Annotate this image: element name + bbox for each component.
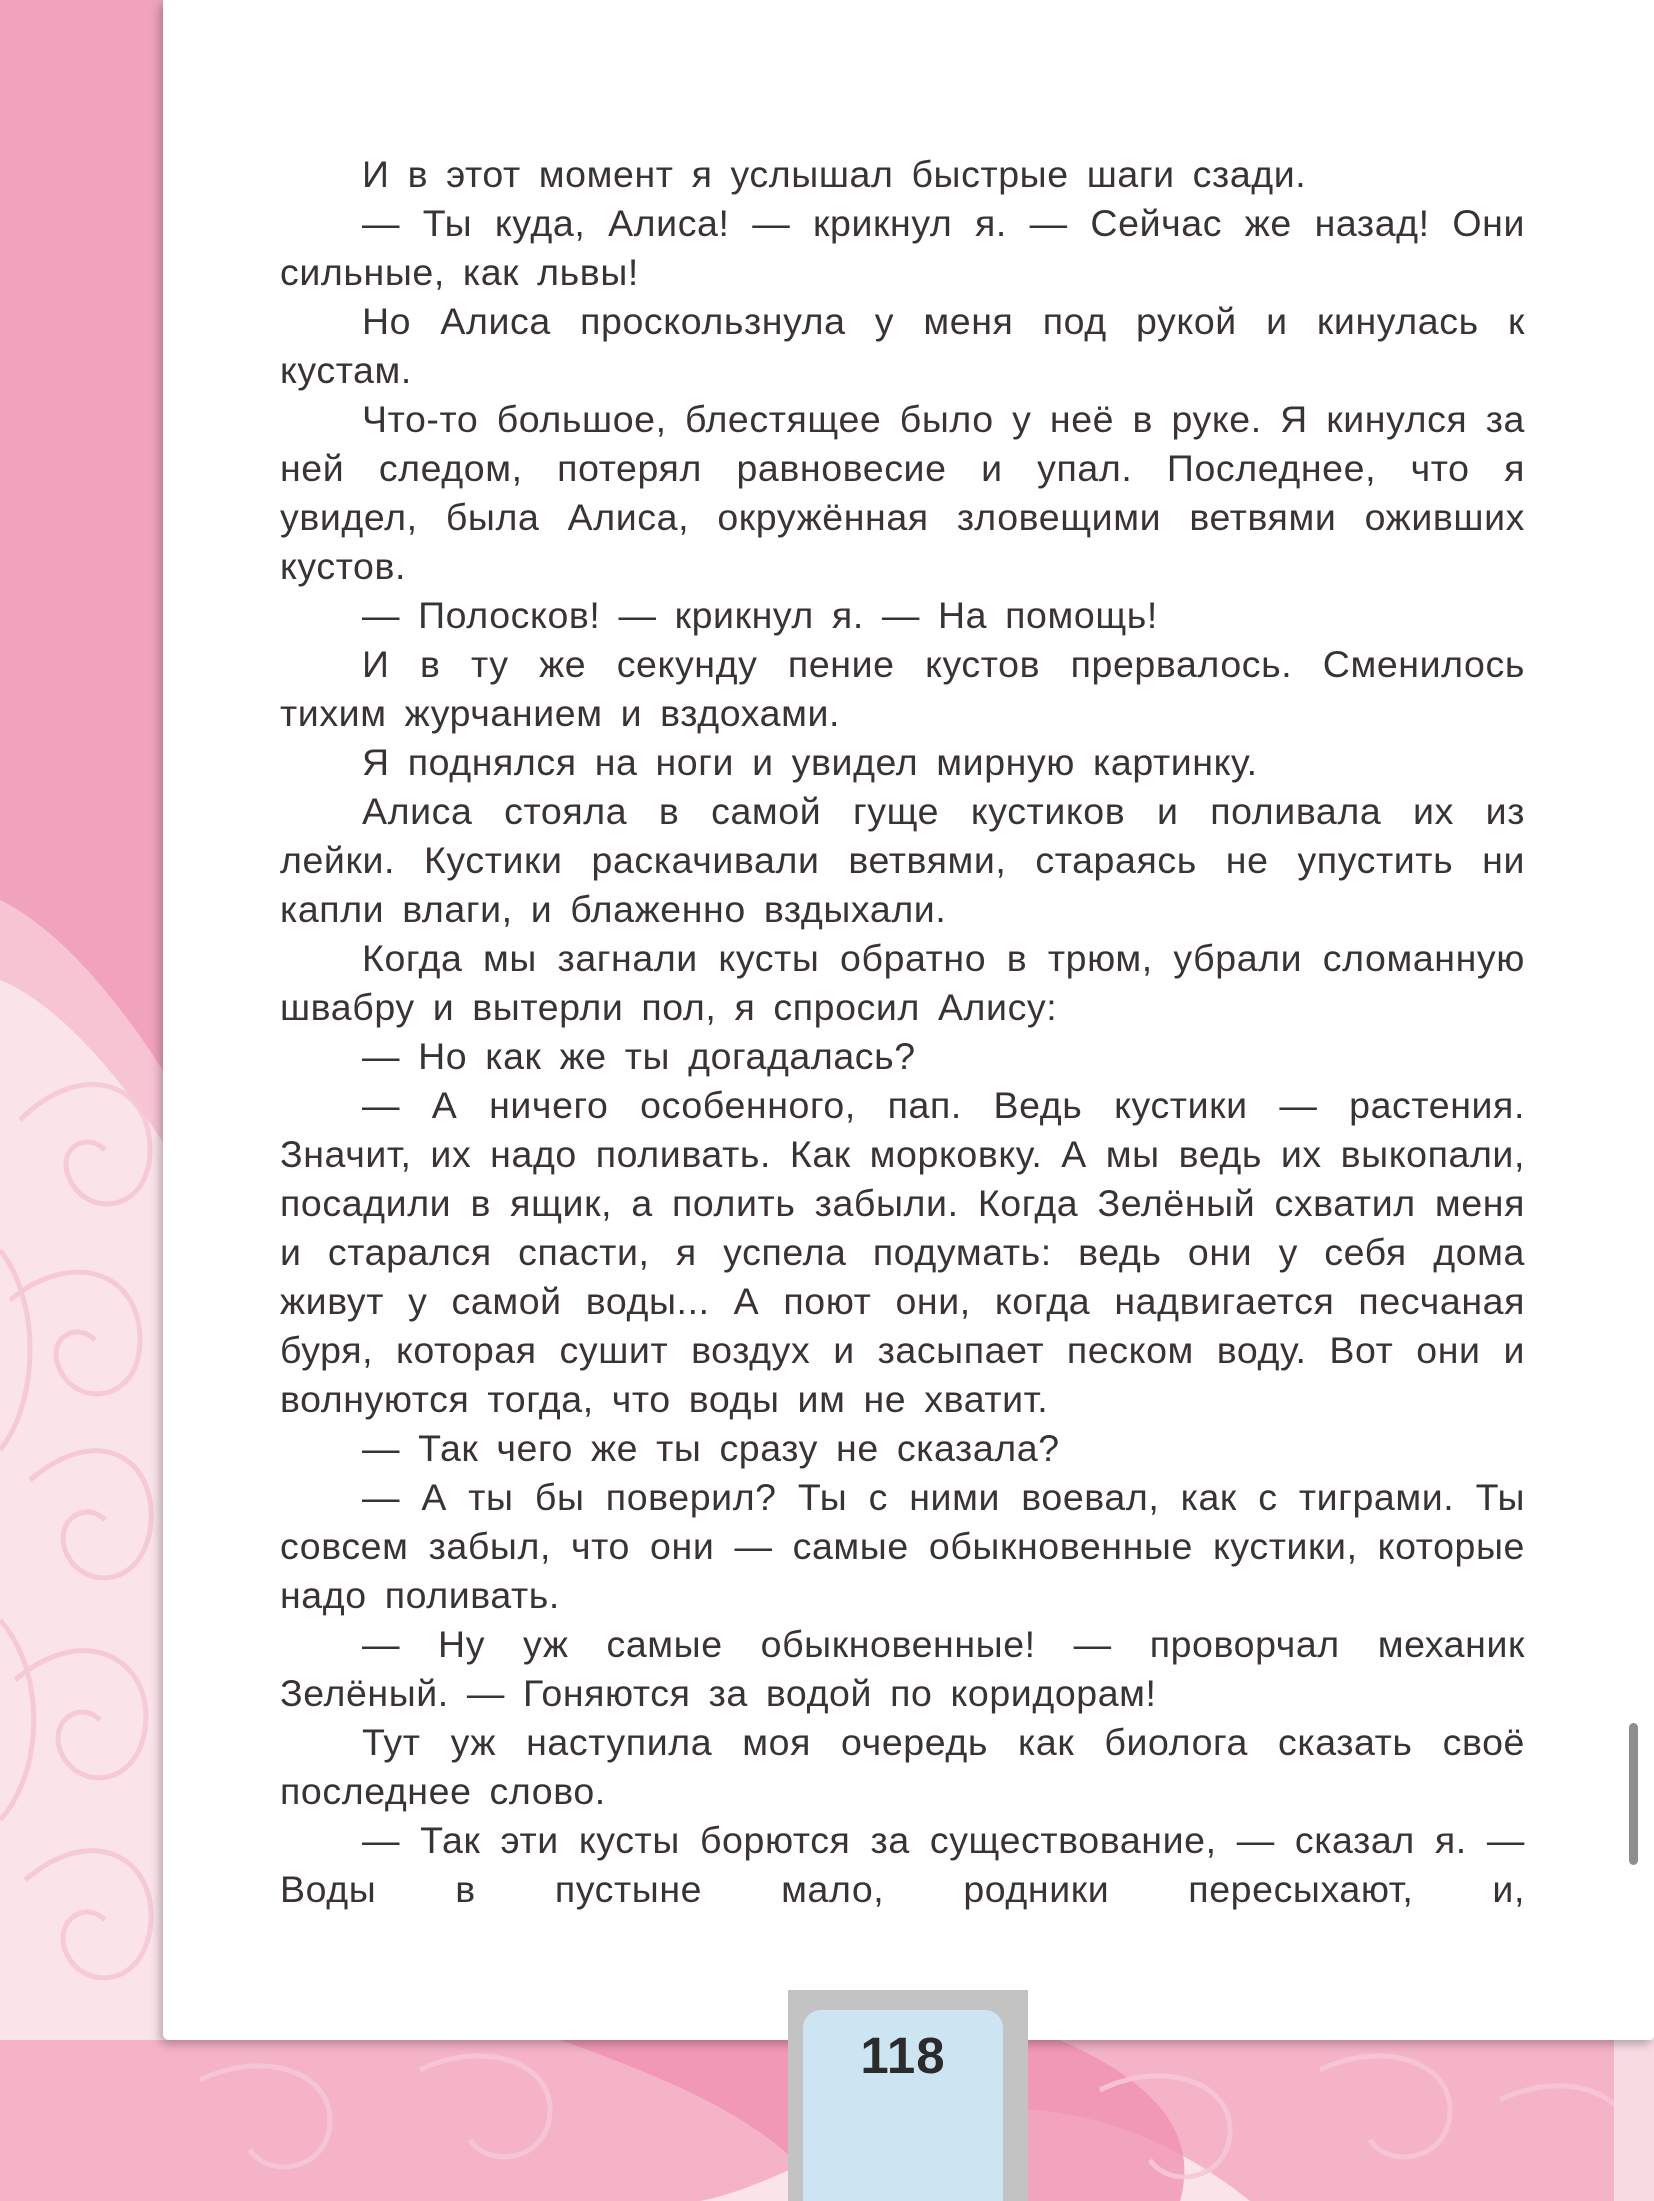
paragraph: И в ту же секунду пение кустов прервалось. Сменилось тихим журчанием и вздохами. — [280, 643, 1525, 734]
paragraph: Тут уж наступила моя очередь как биолога сказать своё последнее слово. — [280, 1721, 1525, 1812]
page-number-tab — [803, 2010, 1003, 2201]
paragraph: — Ну уж самые обыкновенные! — проворчал механик Зелёный. — Гоняются за водой по коридорам! — [280, 1623, 1525, 1714]
scrollbar-thumb[interactable] — [1629, 1723, 1638, 1865]
paragraph: Что-то большое, блестящее было у неё в руке. Я кинулся за ней следом, потерял равновесие и упал. Последнее, что я увидел, была Алиса, окружённая зловещими ветвями оживших кустов. — [280, 398, 1525, 587]
paragraph: Я поднялся на ноги и увидел мирную картинку. — [362, 741, 1258, 783]
paragraph: — А ничего особенного, пап. Ведь кустики — растения. Значит, их надо поливать. Как морковку. А мы ведь их выкопали, посадили в ящик, а полить забыли. Когда Зелёный схватил меня и старался спасти, я успела подумать: ведь они у себя дома живут у самой воды... А поют они, когда надвигается песчаная буря, которая сушит воздух и засыпает песком воду. Вот они и волнуются тогда, что воды им не хватит. — [280, 1084, 1525, 1420]
story-text — [280, 150, 1525, 1914]
paragraph: Алиса стояла в самой гуще кустиков и поливала их из лейки. Кустики раскачивали ветвями, стараясь не упустить ни капли влаги, и блаженно вздыхали. — [280, 790, 1525, 930]
paragraph: Когда мы загнали кусты обратно в трюм, убрали сломанную швабру и вытерли пол, я спросил Алису: — [280, 937, 1525, 1028]
paragraph: — Полосков! — крикнул я. — На помощь! — [362, 594, 1158, 636]
paragraph: Но Алиса проскользнула у меня под рукой и кинулась к кустам. — [280, 300, 1525, 391]
paragraph: — Так эти кусты борются за существование, — сказал я. — Воды в пустыне мало, родники пересыхают, и, — [280, 1819, 1525, 1910]
paragraph: — Ты куда, Алиса! — крикнул я. — Сейчас же назад! Они сильные, как львы! — [280, 202, 1525, 293]
paragraph: И в этот момент я услышал быстрые шаги сзади. — [362, 153, 1307, 195]
paragraph: — А ты бы поверил? Ты с ними воевал, как с тиграми. Ты совсем забыл, что они — самые обыкновенные кустики, которые надо поливать. — [280, 1476, 1525, 1616]
paragraph: — Но как же ты догадалась? — [362, 1035, 916, 1077]
paragraph: — Так чего же ты сразу не сказала? — [362, 1427, 1060, 1469]
page-number: 118 — [860, 2027, 946, 2084]
